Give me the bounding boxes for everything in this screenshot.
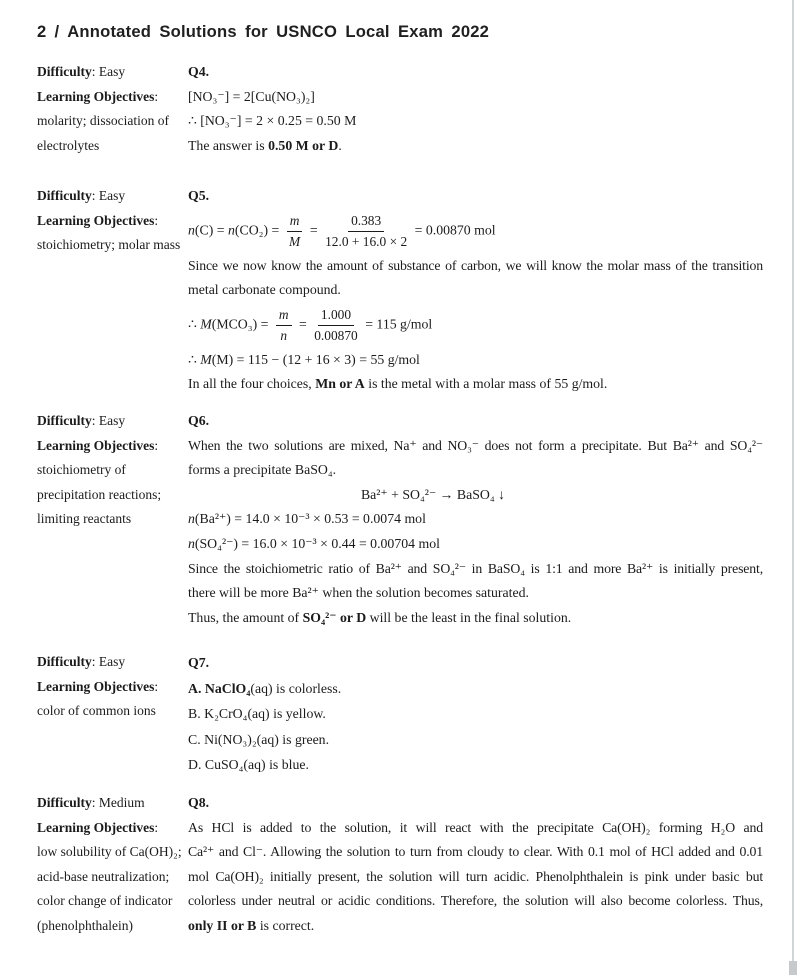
qa-block-q5 — [37, 184, 763, 397]
text-run: ∴ [NO₃⁻] = 2 × 0.25 = 0.50 M — [188, 113, 357, 129]
text-run: metal carbonate compound. — [188, 282, 341, 298]
metadata-column — [37, 650, 188, 778]
text-run: n — [188, 535, 195, 551]
difficulty-colon: : — [91, 64, 99, 79]
answer-line — [188, 372, 763, 397]
page-header — [37, 22, 489, 42]
difficulty-colon: : — [91, 413, 99, 428]
fraction-numerator: 1.000 — [318, 306, 354, 326]
text-run: . — [338, 137, 342, 153]
text-run: Since we now know the amount of substance of carbon, we will know the molar mass of the transition — [188, 257, 763, 273]
objectives-colon: : — [154, 212, 159, 228]
centered-equation — [188, 483, 763, 508]
formula-line — [188, 85, 763, 110]
question-number: Q6. — [188, 413, 210, 428]
text-run: The answer is — [188, 137, 269, 153]
text-run: forms a precipitate BaSO₄. — [188, 462, 337, 478]
text-run: SO₄²⁻ or D — [302, 609, 367, 625]
difficulty-row — [37, 60, 188, 85]
difficulty-label: Difficulty — [37, 64, 92, 79]
text-run: (aq) is colorless. — [250, 680, 342, 696]
text-run: [NO₃⁻] = 2[Cu(NO₃)₂] — [188, 88, 315, 104]
answer-line — [188, 914, 763, 939]
text-line — [188, 434, 763, 459]
text-run: is correct. — [256, 917, 315, 933]
text-run: When the two solutions are mixed, Na⁺ and NO₃⁻ does not form a precipitate. But Ba²⁺ and SO₄²⁻ — [188, 437, 763, 453]
text-run: Mn or A — [315, 376, 365, 392]
text-line — [188, 458, 763, 483]
difficulty-label: Difficulty — [37, 795, 92, 810]
objective-line: acid-base neutralization; — [37, 868, 170, 884]
question-number: Q7. — [188, 655, 210, 670]
difficulty-colon: : — [91, 795, 99, 810]
choice-line-c — [188, 727, 763, 753]
text-run: n — [227, 222, 235, 238]
fraction-numerator: 0.383 — [348, 212, 384, 232]
difficulty-row — [37, 791, 188, 816]
formula-line — [188, 532, 763, 557]
objectives-label: Learning Objectives — [37, 819, 155, 835]
text-run: ∴ — [188, 316, 201, 332]
text-run: = — [295, 316, 311, 332]
formula-line — [188, 348, 763, 373]
header-separator: / — [54, 22, 60, 41]
question-number: Q4. — [188, 64, 210, 79]
text-run: = — [306, 222, 322, 238]
text-run: (C) = — [194, 222, 228, 238]
fraction-denominator: 0.00870 — [314, 327, 358, 343]
metadata-column — [37, 60, 188, 158]
objectives-colon: : — [154, 88, 159, 104]
page-edge-line — [792, 0, 794, 975]
metadata-column — [37, 791, 188, 939]
text-run: (SO₄²⁻) = 16.0 × 10⁻³ × 0.44 = 0.00704 mol — [194, 535, 440, 551]
text-run: ∴ — [188, 351, 201, 367]
objectives-colon: : — [154, 678, 159, 694]
solution-column — [188, 409, 763, 630]
objectives-heading — [37, 675, 188, 700]
text-run: n — [188, 511, 195, 527]
objective-line: stoichiometry; molar mass — [37, 237, 181, 253]
objectives-label: Learning Objectives — [37, 678, 155, 694]
fraction — [325, 212, 407, 251]
answer-line — [188, 606, 763, 631]
formula-line — [188, 212, 763, 251]
metadata-column — [37, 409, 188, 630]
objectives-colon: : — [154, 819, 159, 835]
difficulty-row — [37, 650, 188, 675]
text-run: (CO₂) = — [234, 222, 283, 238]
objectives-heading — [37, 816, 188, 841]
fraction-denominator: 12.0 + 16.0 × 2 — [325, 233, 408, 249]
difficulty-value: Medium — [98, 795, 145, 810]
text-run: (Ba²⁺) = 14.0 × 10⁻³ × 0.53 = 0.0074 mol — [194, 511, 426, 527]
text-line — [188, 865, 763, 890]
objective-line: color of common ions — [37, 703, 156, 719]
text-line — [188, 278, 763, 303]
text-run: will be the least in the final solution. — [366, 609, 572, 625]
formula-line — [188, 306, 763, 345]
difficulty-row — [37, 184, 188, 209]
fraction — [287, 212, 303, 251]
objectives-label: Learning Objectives — [37, 437, 155, 453]
objective-line: stoichiometry of — [37, 462, 126, 478]
difficulty-label: Difficulty — [37, 413, 92, 428]
fraction-denominator: M — [289, 233, 301, 249]
text-line — [188, 557, 763, 582]
qa-block-q7 — [37, 650, 763, 778]
text-run: Ba²⁺ + SO₄²⁻ → BaSO₄ ↓ — [360, 486, 506, 502]
metadata-column — [37, 184, 188, 397]
fraction — [276, 306, 292, 345]
solution-column — [188, 650, 763, 778]
fraction-numerator: m — [287, 212, 303, 232]
choice-line-a — [188, 676, 763, 702]
objective-line: molarity; dissociation of — [37, 113, 169, 129]
text-run: = 115 g/mol — [361, 316, 433, 332]
text-line — [188, 254, 763, 279]
difficulty-value: Easy — [98, 64, 126, 79]
difficulty-label: Difficulty — [37, 654, 92, 669]
qa-block-q6 — [37, 409, 763, 630]
objectives-heading — [37, 434, 188, 459]
objectives-colon: : — [154, 437, 159, 453]
objectives-heading — [37, 209, 188, 234]
text-run: 0.50 M or D — [268, 137, 339, 153]
text-run: (MCO₃) = — [211, 316, 272, 332]
text-run: is the metal with a molar mass of 55 g/mol. — [364, 376, 608, 392]
solution-column — [188, 791, 763, 939]
qa-block-q4 — [37, 60, 763, 158]
difficulty-colon: : — [91, 188, 99, 203]
question-number: Q8. — [188, 795, 210, 810]
text-run: In all the four choices, — [188, 376, 316, 392]
text-run: B. K₂CrO₄(aq) is yellow. — [188, 706, 326, 722]
difficulty-value: Easy — [98, 188, 126, 203]
text-run: Since the stoichiometric ratio of Ba²⁺ and SO₄²⁻ in BaSO₄ is 1:1 and more Ba²⁺ is initially present, — [188, 560, 763, 576]
text-run: Ca²⁺ and Cl⁻. Allowing the solution to turn from cloudy to clear. With 0.1 mol of HCl added and 0.01 — [188, 844, 763, 860]
objectives-label: Learning Objectives — [37, 212, 155, 228]
objective-line: limiting reactants — [37, 511, 132, 527]
fraction — [314, 306, 358, 345]
difficulty-value: Easy — [98, 654, 126, 669]
difficulty-colon: : — [91, 654, 99, 669]
objective-line: (phenolphthalein) — [37, 917, 133, 933]
solution-column — [188, 60, 763, 158]
text-run: colorless under neutral or acidic conditions. Therefore, the solution will also become colorless. Thus, — [188, 893, 763, 909]
text-run: A. NaClO₄ — [188, 680, 251, 696]
objective-line: precipitation reactions; — [37, 486, 162, 502]
text-run: there will be more Ba²⁺ when the solution becomes saturated. — [188, 585, 529, 601]
formula-line — [188, 507, 763, 532]
difficulty-value: Easy — [98, 413, 126, 428]
page-corner-shade — [789, 961, 797, 975]
text-run: C. Ni(NO₃)₂(aq) is green. — [188, 731, 330, 747]
text-run: As HCl is added to the solution, it will react with the precipitate Ca(OH)₂ forming H₂O and — [188, 819, 763, 835]
objectives-label: Learning Objectives — [37, 88, 155, 104]
objectives-heading — [37, 85, 188, 110]
text-line — [188, 581, 763, 606]
text-run: mol Ca(OH)₂ initially present, the solution will turn acidic. Phenolphthalein is pink under basic but — [188, 868, 763, 884]
solution-column — [188, 184, 763, 397]
fraction-denominator: n — [280, 327, 288, 343]
difficulty-row — [37, 409, 188, 434]
question-number: Q5. — [188, 188, 210, 203]
choice-line-d — [188, 752, 763, 778]
objective-line: electrolytes — [37, 137, 100, 153]
text-run: = 0.00870 mol — [411, 222, 496, 238]
text-line — [188, 889, 763, 914]
text-line — [188, 840, 763, 865]
page-title: Annotated Solutions for USNCO Local Exam 2022 — [67, 22, 490, 41]
text-run: (M) = 115 − (12 + 16 × 3) = 55 g/mol — [211, 351, 420, 367]
formula-line — [188, 109, 763, 134]
fraction-numerator: m — [276, 306, 292, 326]
text-run: n — [188, 222, 195, 238]
qa-block-q8 — [37, 791, 763, 939]
text-run: D. CuSO₄(aq) is blue. — [188, 757, 309, 773]
page-number: 2 — [37, 22, 47, 41]
objective-line: color change of indicator — [37, 893, 173, 909]
text-run: only II or B — [188, 917, 257, 933]
answer-line — [188, 134, 763, 159]
choice-line-b — [188, 701, 763, 727]
objective-line: low solubility of Ca(OH)₂; — [37, 844, 182, 860]
text-run: M — [200, 316, 212, 332]
text-run: Thus, the amount of — [188, 609, 303, 625]
text-run: M — [200, 351, 212, 367]
text-line — [188, 816, 763, 841]
difficulty-label: Difficulty — [37, 188, 92, 203]
